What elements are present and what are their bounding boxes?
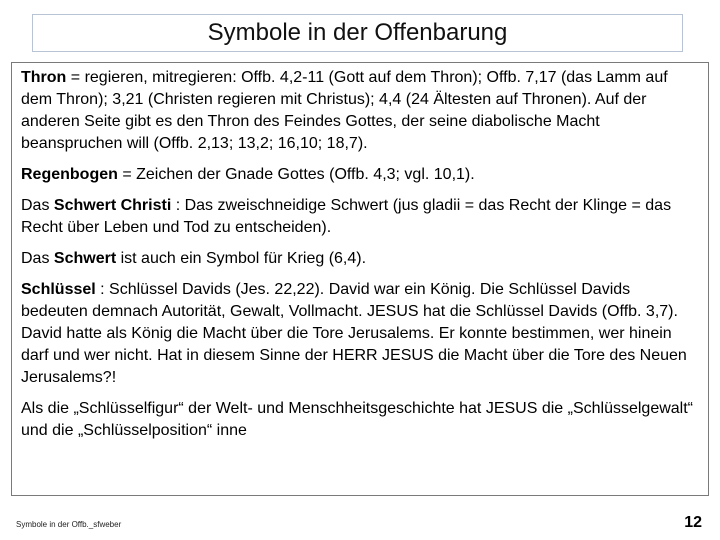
term-schwert-christi: Schwert Christi	[53, 197, 172, 214]
term-regenbogen: Regenbogen	[21, 166, 118, 183]
paragraph-text: ist auch ein Symbol für Krieg (6,4).	[116, 250, 367, 267]
slide-title-box	[32, 14, 683, 52]
paragraph-schluessel	[21, 279, 700, 389]
footer-note: Symbole in der Offb._sfweber	[16, 520, 122, 529]
term-schluessel: Schlüssel	[21, 281, 96, 298]
paragraph-schwert	[21, 248, 700, 270]
term-schwert: Schwert	[53, 250, 117, 267]
paragraph-schwert-christi	[21, 195, 700, 239]
paragraph-text: : Schlüssel Davids (Jes. 22,22). David war ein König. Die Schlüssel Davids bedeuten demnach Autorität, Gewalt, Vollmacht. JESUS hat die Schlüssel Davids (Offb. 3,7). David hatte als König die Macht über die Tore Jerusalems. Er konnte bestimmen, wer hinein darf und wer nicht. Hat in diesem Sinne der HERR JESUS die Macht über die Tore des Neuen Jerusalems?!	[21, 281, 687, 386]
paragraph-regenbogen	[21, 164, 700, 186]
slide-title: Symbole in der Offenbarung	[207, 19, 508, 46]
term-thron: Thron	[21, 69, 67, 86]
paragraph-text: = regieren, mitregieren: Offb. 4,2-11 (Gott auf dem Thron); Offb. 7,17 (das Lamm auf dem Thron); 3,21 (Christen regieren mit Christus); 4,4 (24 Ältesten auf Thronen). Auf der anderen Seite gibt es den Thron des Feindes Gottes, der seine diabolische Macht beanspruchen will (Offb. 2,13; 13,2; 16,10; 18,7).	[21, 69, 668, 152]
paragraph-prefix: Das	[21, 250, 54, 267]
paragraph-text: : Das zweischneidige Schwert (jus gladii = das Recht der Klinge = das Recht über Leben und Tod zu entscheiden).	[21, 197, 672, 236]
paragraph-prefix: Das	[21, 197, 54, 214]
paragraph-text: Als die „Schlüsselfigur“ der Welt- und Menschheitsgeschichte hat JESUS die „Schlüsselgewalt“ und die „Schlüsselposition“ inne	[21, 400, 694, 439]
page-number: 12	[684, 514, 702, 531]
paragraph-schluesselfigur	[21, 398, 700, 442]
content-box	[11, 62, 709, 496]
paragraph-thron	[21, 67, 700, 155]
paragraph-text: = Zeichen der Gnade Gottes (Offb. 4,3; vgl. 10,1).	[117, 166, 475, 183]
